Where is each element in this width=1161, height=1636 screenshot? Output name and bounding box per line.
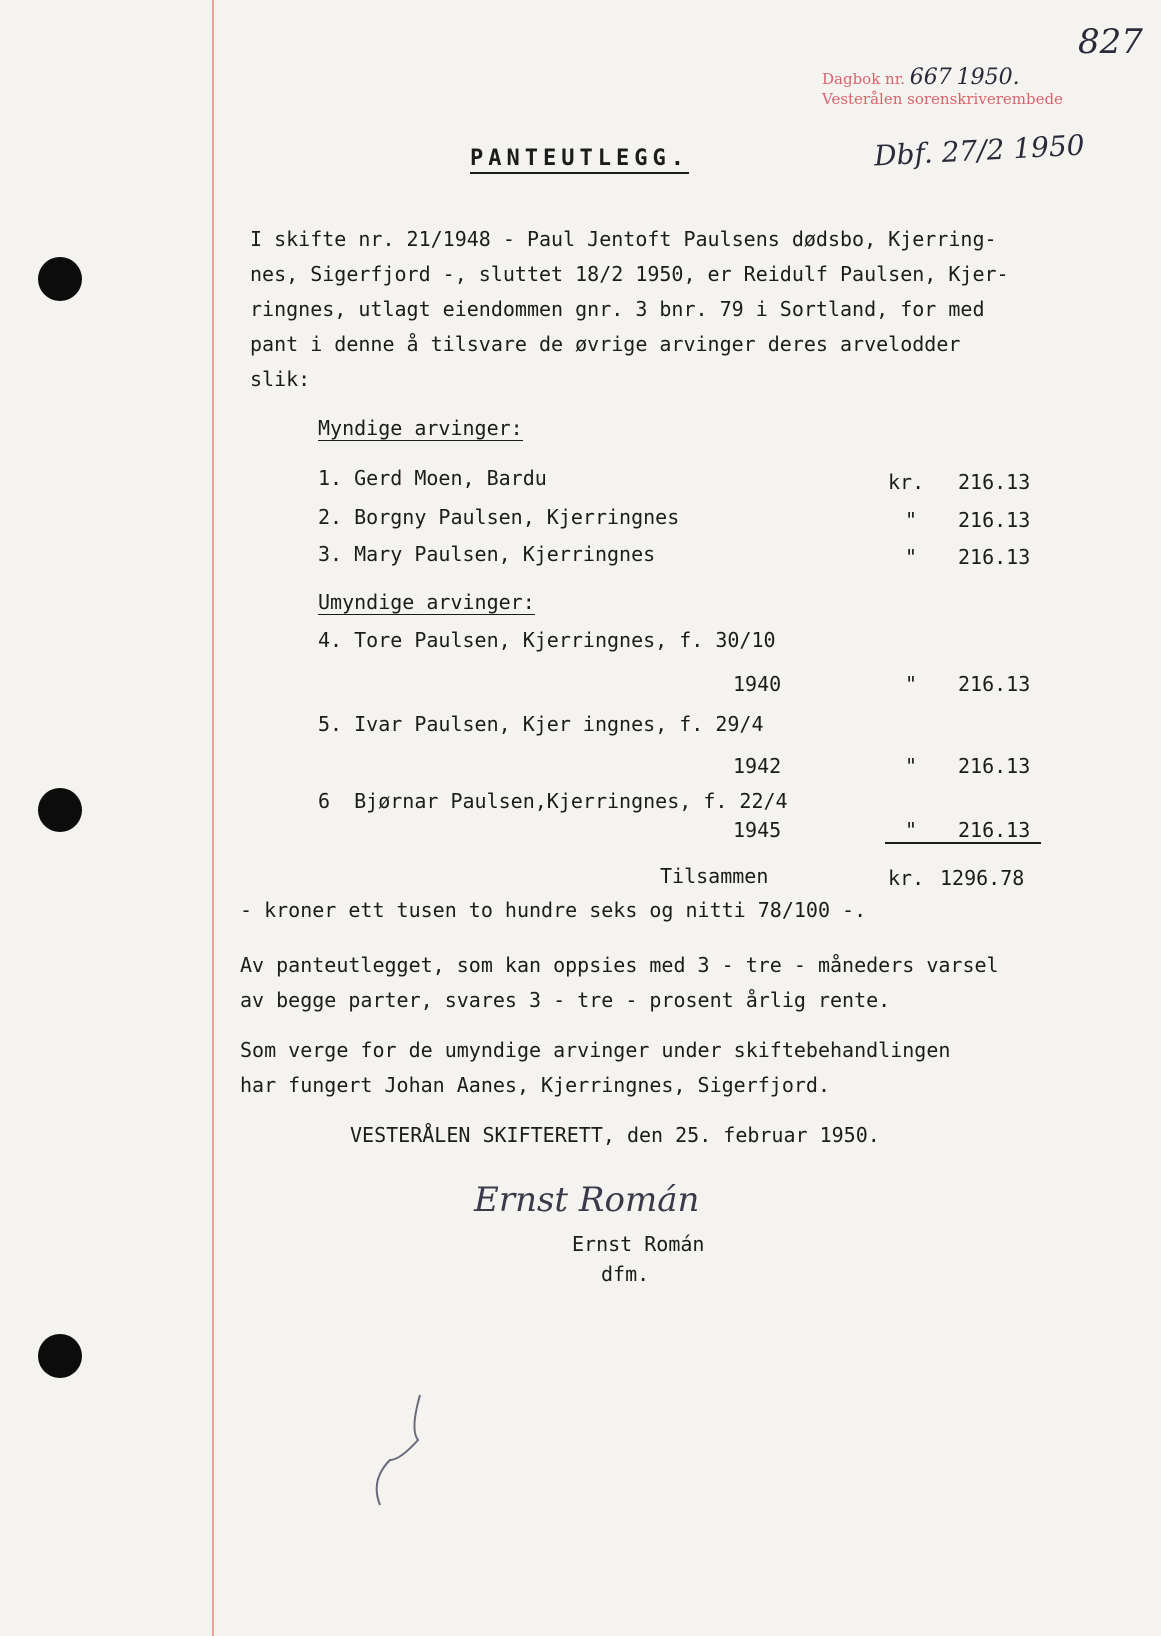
text-line: av begge parter, svares 3 - tre - prosent årlig rente. — [240, 988, 891, 1012]
stamp-year: 1950. — [956, 65, 1020, 90]
punch-hole — [38, 257, 82, 301]
text-line: nes, Sigerfjord -, sluttet 18/2 1950, er Reidulf Paulsen, Kjer- — [250, 262, 1009, 286]
text-line: VESTERÅLEN SKIFTERETT, den 25. februar 1950. — [350, 1123, 880, 1147]
registry-stamp — [822, 65, 1063, 109]
document-title: PANTEUTLEGG. — [470, 146, 689, 174]
heir-entry: 1. Gerd Moen, Bardu — [318, 466, 547, 490]
heir-ditto: " — [905, 754, 918, 778]
text-line: pant i denne å tilsvare de øvrige arvinger deres arvelodder — [250, 332, 961, 356]
heir-entry: 2. Borgny Paulsen, Kjerringnes — [318, 505, 680, 529]
punch-hole — [38, 1334, 82, 1378]
heir-currency: kr. — [888, 470, 925, 494]
heir-entry: 5. Ivar Paulsen, Kjer ingnes, f. 29/4 — [318, 712, 764, 736]
signer-title: dfm. — [601, 1262, 650, 1286]
intro-paragraph — [250, 222, 1130, 397]
folio-number: 827 — [1078, 22, 1143, 62]
text-line: I skifte nr. 21/1948 - Paul Jentoft Paulsens dødsbo, Kjerring- — [250, 227, 997, 251]
adult-heirs-heading: Myndige arvinger: — [318, 416, 523, 440]
minor-heirs-heading: Umyndige arvinger: — [318, 590, 535, 614]
punch-hole — [38, 788, 82, 832]
dateline — [350, 1118, 1161, 1153]
heir-ditto: " — [905, 818, 918, 842]
heir-amount: 216.13 — [958, 545, 1031, 569]
heir-ditto: " — [905, 508, 918, 532]
total-amount: 1296.78 — [940, 866, 1025, 890]
total-currency: kr. — [888, 866, 925, 890]
signer-name: Ernst Román — [572, 1232, 705, 1256]
heir-entry: 4. Tore Paulsen, Kjerringnes, f. 30/10 — [318, 628, 776, 652]
heir-birth-year: 1945 — [733, 818, 782, 842]
heir-birth-year: 1942 — [733, 754, 782, 778]
stamp-number: 667 — [909, 65, 952, 90]
margin-line — [212, 0, 214, 1636]
terms-paragraph — [240, 948, 1120, 1018]
stamp-office: Vesterålen sorenskriverembede — [822, 90, 1063, 108]
heir-entry: 6 Bjørnar Paulsen,Kjerringnes, f. 22/4 — [318, 789, 788, 813]
text-line: Av panteutlegget, som kan oppsies med 3 - tre - måneders varsel — [240, 953, 999, 977]
heir-birth-year: 1940 — [733, 672, 782, 696]
sum-underline — [885, 842, 1041, 844]
text-line: - kroner ett tusen to hundre seks og nitti 78/100 -. — [240, 898, 867, 922]
text-line: slik: — [250, 367, 311, 391]
total-label: Tilsammen — [660, 864, 769, 888]
heir-amount: 216.13 — [958, 470, 1031, 494]
amount-in-words — [240, 893, 1120, 928]
heir-entry: 3. Mary Paulsen, Kjerringnes — [318, 542, 656, 566]
text-line: har fungert Johan Aanes, Kjerringnes, Sigerfjord. — [240, 1073, 831, 1097]
dagbok-reference: Dbf. 27/2 1950 — [873, 128, 1086, 173]
stamp-prefix: Dagbok nr. — [822, 70, 906, 88]
heir-amount: 216.13 — [958, 754, 1031, 778]
heir-amount: 216.13 — [958, 818, 1031, 842]
text-line: ringnes, utlagt eiendommen gnr. 3 bnr. 79 i Sortland, for med — [250, 297, 985, 321]
text-line: Som verge for de umyndige arvinger under skiftebehandlingen — [240, 1038, 951, 1062]
heir-ditto: " — [905, 672, 918, 696]
heir-ditto: " — [905, 545, 918, 569]
guardian-paragraph — [240, 1033, 1120, 1103]
heir-amount: 216.13 — [958, 672, 1031, 696]
handwritten-signature: Ernst Román — [474, 1180, 700, 1220]
pencil-mark-icon — [360, 1390, 450, 1510]
heir-amount: 216.13 — [958, 508, 1031, 532]
